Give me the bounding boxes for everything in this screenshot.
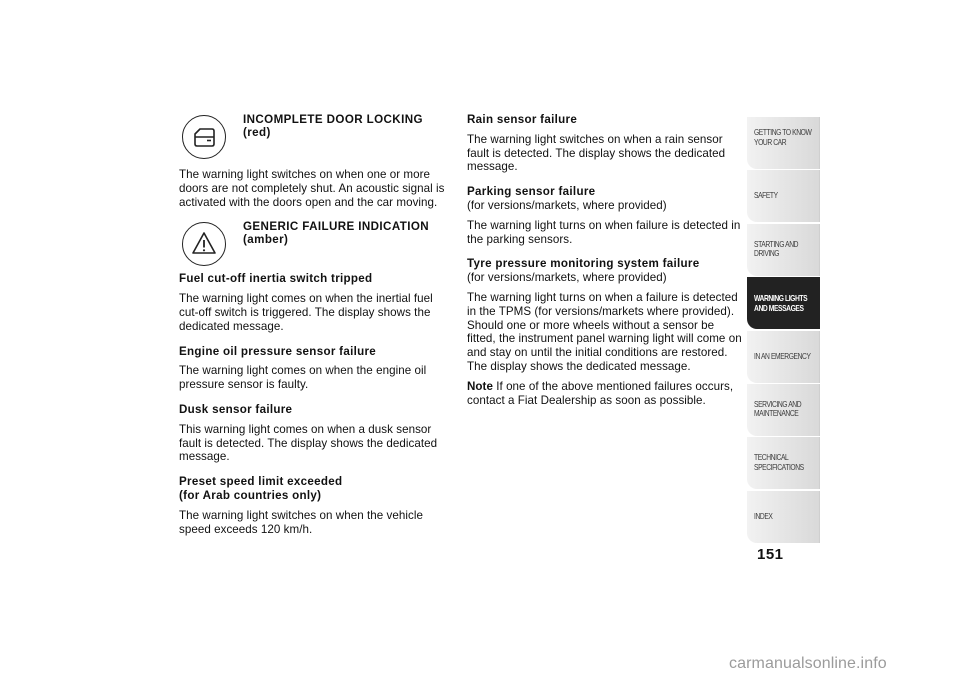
tpms-subheading: (for versions/markets, where provided) <box>467 271 667 285</box>
tab-servicing-and-maintenance[interactable] <box>747 384 820 436</box>
tab-in-an-emergency[interactable] <box>747 331 820 383</box>
tab-starting-and-driving[interactable] <box>747 224 820 276</box>
tab-label: SAFETY <box>754 191 778 201</box>
left-column <box>179 113 445 536</box>
tab-safety[interactable] <box>747 170 820 222</box>
fuel-cutoff-heading: Fuel cut-off inertia switch tripped <box>179 272 373 286</box>
right-column <box>467 113 743 407</box>
note-paragraph <box>467 380 743 408</box>
oil-pressure-text: The warning light comes on when the engine oil pressure sensor is faulty. <box>179 364 427 392</box>
tab-warning-lights-and-messages[interactable] <box>747 277 820 329</box>
fuel-cutoff-text: The warning light comes on when the inertial fuel cut-off switch is triggered. The display shows the dedicated message. <box>179 292 433 333</box>
door-warning-text: The warning light switches on when one or more doors are not completely shut. An acoustic signal is activated with the doors open and the car moving. <box>179 168 445 209</box>
parking-sensor-heading: Parking sensor failure <box>467 185 596 199</box>
tab-label: INDEX <box>754 511 773 521</box>
page-number: 151 <box>757 546 784 563</box>
tab-label: SERVICING AND MAINTENANCE <box>754 399 802 419</box>
note-text: If one of the above mentioned failures occurs, contact a Fiat Dealership as soon as possible. <box>467 379 734 407</box>
watermark-text: carmanualsonline.info <box>729 655 887 672</box>
chapter-tabs <box>747 117 820 544</box>
open-door-icon <box>182 115 226 159</box>
tab-label: TECHNICAL SPECIFICATIONS <box>754 453 804 472</box>
oil-pressure-heading: Engine oil pressure sensor failure <box>179 344 377 358</box>
rain-sensor-heading: Rain sensor failure <box>467 113 578 126</box>
dusk-sensor-text: This warning light comes on when a dusk sensor fault is detected. The display shows the dedicated message. <box>179 422 438 464</box>
tpms-text: The warning light turns on when a failure is detected in the TPMS (for versions/markets where provided). Should one or more wheels without a sensor be fitted, the instrument panel warning light will come on and stay on until the initial conditions are restored. The display shows the dedicated message. <box>467 290 742 373</box>
speed-limit-text: The warning light switches on when the vehicle speed exceeds 120 km/h. <box>179 508 423 536</box>
dusk-sensor-heading: Dusk sensor failure <box>179 402 293 416</box>
tab-label: IN AN EMERGENCY <box>754 351 811 361</box>
speed-limit-heading: Preset speed limit exceeded <box>179 475 343 489</box>
tab-label: GETTING TO KNOW YOUR CAR <box>754 128 812 147</box>
speed-limit-subheading: (for Arab countries only) <box>179 488 322 502</box>
parking-sensor-text: The warning light turns on when failure is detected in the parking sensors. <box>467 218 741 246</box>
note-label: Note <box>467 379 493 393</box>
tab-label: WARNING LIGHTS AND MESSAGES <box>754 294 808 313</box>
door-warning-title: INCOMPLETE DOOR LOCKING (red) <box>243 113 423 139</box>
tab-label: STARTING AND DRIVING <box>754 239 799 259</box>
tab-getting-to-know-your-car[interactable] <box>747 117 820 169</box>
tab-index[interactable] <box>747 491 820 543</box>
generic-warning-title: GENERIC FAILURE INDICATION (amber) <box>243 220 430 246</box>
tpms-heading: Tyre pressure monitoring system failure <box>467 257 700 271</box>
tab-technical-specifications[interactable] <box>747 437 820 489</box>
generic-warning-block <box>179 220 445 272</box>
rain-sensor-text: The warning light switches on when a rain sensor fault is detected. The display shows the dedicated message. <box>467 132 726 174</box>
parking-sensor-subheading: (for versions/markets, where provided) <box>467 198 667 212</box>
warning-triangle-icon <box>182 222 226 266</box>
door-warning-block <box>179 113 445 168</box>
